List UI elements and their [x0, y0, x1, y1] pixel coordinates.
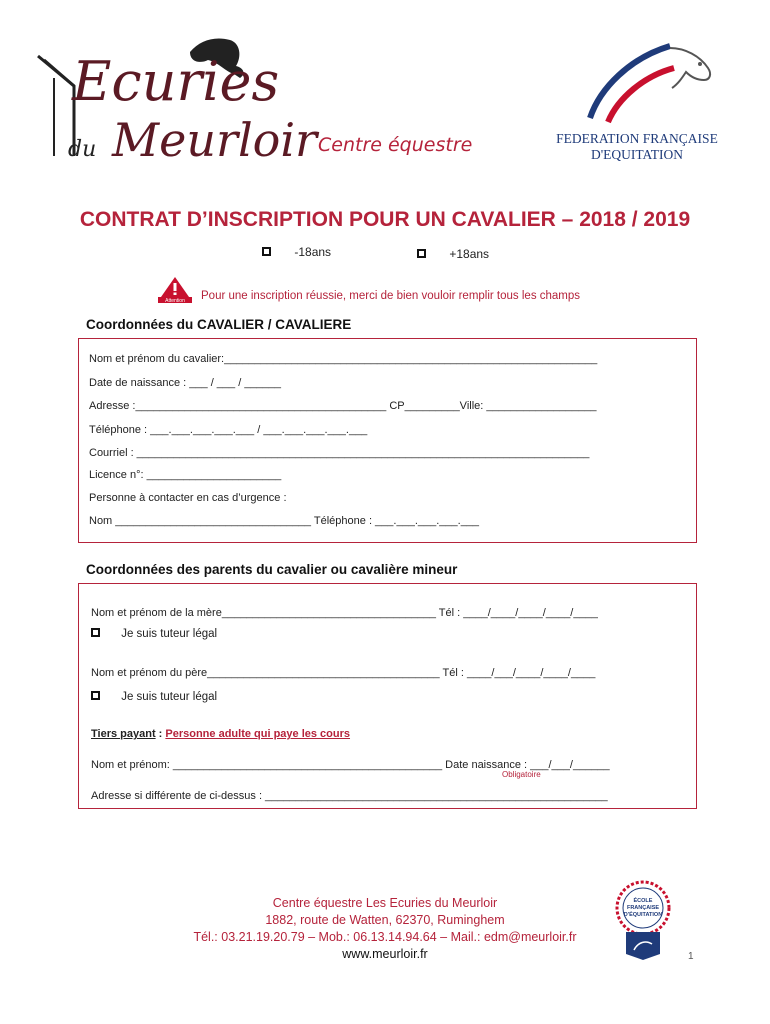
- age-option-minor[interactable]: [262, 245, 331, 259]
- checkbox-icon[interactable]: [262, 247, 271, 256]
- field-adresse[interactable]: Adresse :_________________________________________ CP_________Ville: __________________: [89, 400, 597, 412]
- field-telephone[interactable]: Téléphone : ___.___.___.___.___ / ___.___.___.___.___: [89, 424, 368, 436]
- footer-website: www.meurloir.fr: [342, 947, 428, 961]
- age-option-adult-label: +18ans: [449, 247, 490, 261]
- ecuries-logo: [30, 28, 330, 168]
- ecole-francaise-equitation-badge: [614, 880, 672, 962]
- tiers-payant-desc: Personne adulte qui paye les cours: [165, 728, 351, 740]
- obligatoire-note: Obligatoire: [502, 770, 541, 779]
- section2-title: Coordonnées des parents du cavalier ou cavalière mineur: [86, 562, 458, 577]
- footer-contact: Tél.: 03.21.19.20.79 – Mob.: 06.13.14.94.64 – Mail.: edm@meurloir.fr: [193, 930, 577, 944]
- field-contact-urgence[interactable]: Nom ________________________________ Téléphone : ___.___.___.___.___: [89, 515, 480, 527]
- ffe-line1: FEDERATION FRANÇAISE: [556, 131, 718, 146]
- tuteur-legal-pere-label: Je suis tuteur légal: [121, 691, 218, 703]
- badge-line3: D'ÉQUITATION: [623, 912, 663, 918]
- ffe-horse-logo: [560, 38, 730, 128]
- tiers-payant: [91, 728, 350, 740]
- age-option-adult[interactable]: [417, 247, 489, 261]
- footer-name: Centre équestre Les Ecuries du Meurloir: [272, 896, 498, 910]
- section1-box: [78, 338, 697, 543]
- age-option-minor-label: -18ans: [294, 245, 332, 259]
- footer-address: 1882, route de Watten, 62370, Ruminghem: [265, 913, 505, 927]
- checkbox-icon[interactable]: [91, 691, 100, 700]
- logo-word-ecuries: Ecuries: [72, 50, 280, 113]
- page-title: CONTRAT D’INSCRIPTION POUR UN CAVALIER – 2018 / 2019: [79, 208, 691, 231]
- ffe-label: [548, 131, 726, 163]
- field-date-naissance[interactable]: Date de naissance : ___ / ___ / ______: [89, 377, 282, 389]
- tiers-payant-sep: :: [155, 728, 166, 740]
- warning-icon-label: Attention: [165, 298, 185, 303]
- checkbox-icon[interactable]: [417, 249, 426, 258]
- label-contact-urgence: Personne à contacter en cas d’urgence :: [89, 492, 287, 504]
- tuteur-legal-pere[interactable]: [91, 691, 217, 703]
- logo-word-meurloir: Meurloir: [112, 113, 318, 167]
- section1-title: Coordonnées du CAVALIER / CAVALIERE: [86, 317, 352, 332]
- warning-text: Pour une inscription réussie, merci de bien vouloir remplir tous les champs: [201, 290, 581, 302]
- field-nom-cavalier[interactable]: Nom et prénom du cavalier:_____________________________________________________________: [89, 353, 598, 365]
- ffe-line2: D'EQUITATION: [590, 147, 684, 162]
- field-pere[interactable]: Nom et prénom du père______________________________________ Tél : ____/___/____/____/____: [91, 667, 596, 679]
- tiers-payant-label: Tiers payant: [91, 728, 156, 740]
- field-adresse-tiers[interactable]: Adresse si différente de ci-dessus : ________________________________________________________: [91, 790, 608, 802]
- field-mere[interactable]: Nom et prénom de la mère___________________________________ Tél : ____/____/____/____/____: [91, 607, 598, 619]
- centre-equestre-label: Centre équestre: [318, 134, 473, 156]
- field-courriel[interactable]: Courriel : __________________________________________________________________________: [89, 447, 590, 459]
- badge-line1: ÉCOLE: [633, 898, 653, 904]
- warning-icon: [158, 275, 192, 303]
- field-tiers-nom-prenom[interactable]: Nom et prénom: ____________________________________________ Date naissance : ___/___/______: [91, 759, 610, 771]
- tuteur-legal-mere[interactable]: [91, 628, 217, 640]
- badge-line2: FRANÇAISE: [626, 905, 660, 911]
- field-licence[interactable]: Licence n°: ______________________: [89, 469, 282, 481]
- tuteur-legal-mere-label: Je suis tuteur légal: [121, 628, 218, 640]
- checkbox-icon[interactable]: [91, 628, 100, 637]
- page-number: 1: [688, 951, 694, 962]
- logo-word-du: du: [68, 137, 97, 162]
